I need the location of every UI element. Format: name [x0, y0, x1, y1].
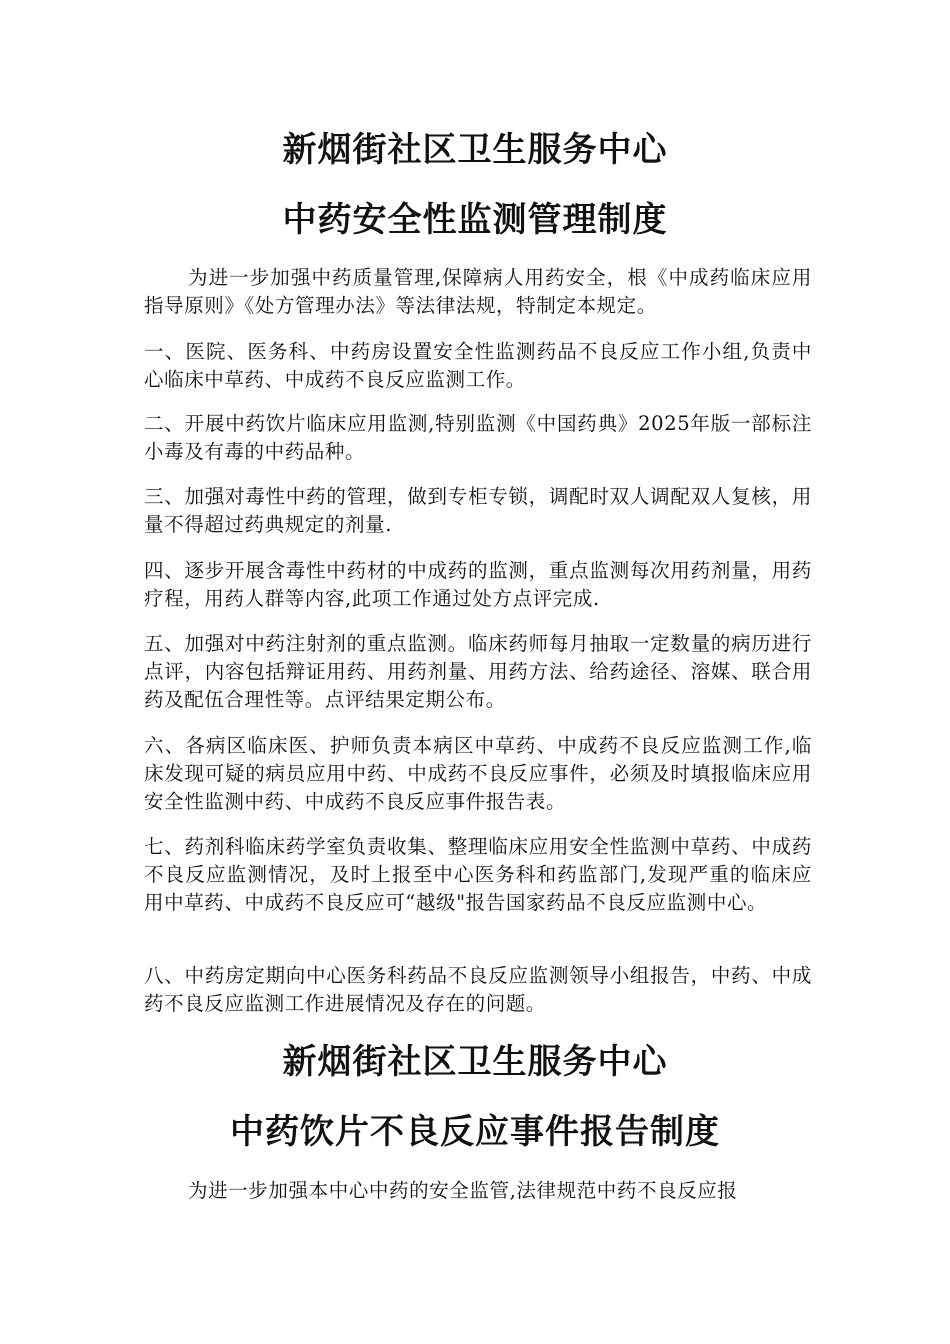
section1-item-4: 四、逐步开展含毒性中药材的中成药的监测，重点监测每次用药剂量，用药疗程，用药人群等内容,此项工作通过处方点评完成.	[144, 559, 812, 610]
section1-title-line2: 中药安全性监测管理制度	[282, 200, 668, 240]
section1-item-2: 二、开展中药饮片临床应用监测,特别监测《中国药典》2025年版一部标注小毒及有毒的中药品种。	[144, 412, 812, 463]
section1-item-3: 三、加强对毒性中药的管理，做到专柜专锁，调配时双人调配双人复核，用量不得超过药典规定的剂量.	[144, 485, 812, 536]
section1-intro: 为进一步加强中药质量管理,保障病人用药安全，根《中成药临床应用指导原则》《处方管理办法》等法律法规，特制定本规定。	[144, 266, 812, 317]
section1-item-1: 一、医院、医务科、中药房设置安全性监测药品不良反应工作小组,负责中心临床中草药、中成药不良反应监测工作。	[144, 340, 812, 391]
section1-item-5: 五、加强对中药注射剂的重点监测。临床药师每月抽取一定数量的病历进行点评，内容包括辩证用药、用药剂量、用药方法、给药途径、溶媒、联合用药及配伍合理性等。点评结果定期公布。	[144, 632, 812, 711]
section1-item-7: 七、药剂科临床药学室负责收集、整理临床应用安全性监测中草药、中成药不良反应监测情况，及时上报至中心医务科和药监部门,发现严重的临床应用中草药、中成药不良反应可“越级"报告国家药品不良反应监测中心。	[144, 835, 812, 914]
section2-title-line2: 中药饮片不良反应事件报告制度	[230, 1112, 720, 1152]
section2-title-line1: 新烟街社区卫生服务中心	[282, 1042, 668, 1082]
section1-item-8: 八、中药房定期向中心医务科药品不良反应监测领导小组报告，中药、中成药不良反应监测工作进展情况及存在的问题。	[144, 964, 812, 1015]
section1-title-line1: 新烟街社区卫生服务中心	[282, 130, 668, 170]
section2-intro: 为进一步加强本中心中药的安全监管,法律规范中药不良反应报	[188, 1179, 738, 1202]
section1-item-6: 六、各病区临床医、护师负责本病区中草药、中成药不良反应监测工作,临床发现可疑的病员应用中药、中成药不良反应事件，必须及时填报临床应用安全性监测中药、中成药不良反应事件报告表。	[144, 734, 812, 813]
